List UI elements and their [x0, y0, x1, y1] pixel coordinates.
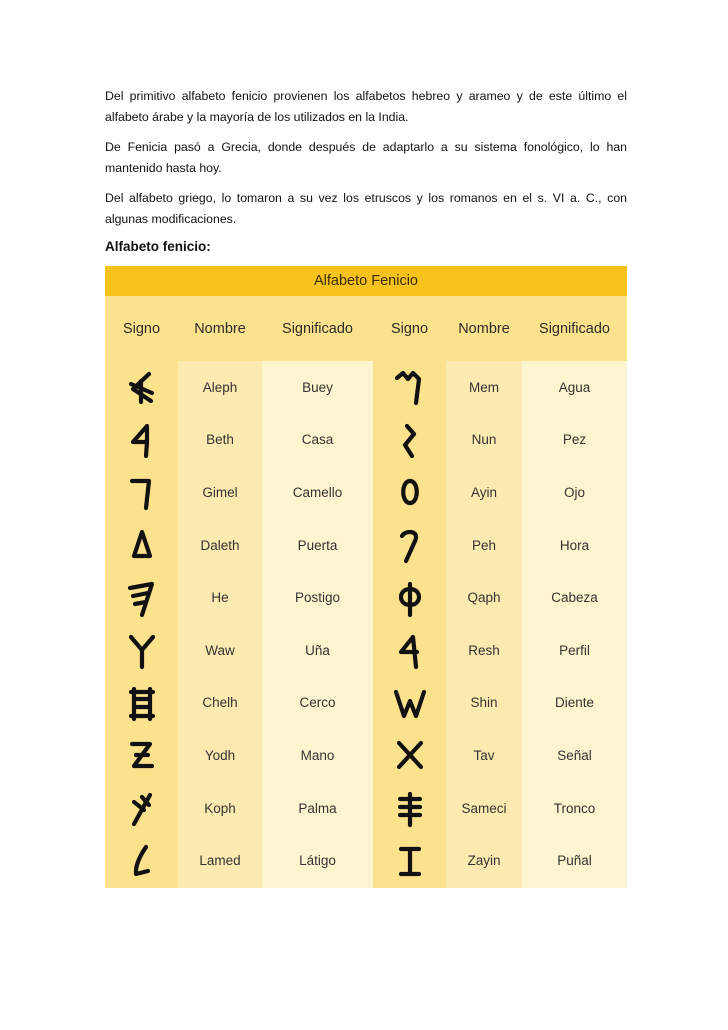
letter-meaning: Palma [298, 800, 337, 816]
letter-meaning: Uña [305, 642, 330, 658]
header-nombre: Nombre [446, 296, 522, 361]
letter-meaning: Látigo [299, 853, 336, 869]
letter-name: Zayin [467, 853, 501, 869]
letter-name: Qaph [467, 590, 501, 606]
letter-meaning: Perfil [559, 642, 590, 658]
column-significado-right [522, 296, 627, 888]
heth-sign-icon [105, 677, 178, 730]
he-sign-icon [105, 571, 178, 624]
samekh-sign-icon [373, 782, 446, 835]
letter-name: Mem [469, 379, 499, 395]
qoph-sign-icon [373, 571, 446, 624]
waw-sign-icon [105, 624, 178, 677]
letter-name: Resh [468, 642, 500, 658]
letter-meaning: Diente [554, 695, 595, 711]
letter-meaning: Pez [562, 432, 587, 448]
nun-sign-icon [373, 414, 446, 467]
phoenician-alphabet-table [105, 266, 627, 888]
letter-meaning: Ojo [563, 484, 585, 500]
letter-name: Beth [206, 432, 234, 448]
letter-meaning: Cerco [299, 695, 336, 711]
letter-name: He [211, 590, 229, 606]
header-nombre: Nombre [178, 296, 262, 361]
table-title: Alfabeto Fenicio [105, 266, 627, 296]
resh-sign-icon [373, 624, 446, 677]
beth-sign-icon [105, 414, 178, 467]
letter-meaning: Señal [557, 747, 592, 763]
letter-meaning: Mano [300, 747, 335, 763]
letter-meaning: Agua [558, 379, 591, 395]
zayin-sign-icon [105, 729, 178, 782]
letter-meaning: Puñal [557, 853, 592, 869]
section-title: Alfabeto fenicio: [105, 239, 211, 254]
letter-name: Sameci [461, 800, 507, 816]
shin-sign-icon [373, 677, 446, 730]
letter-meaning: Puerta [297, 537, 338, 553]
column-signo-right [373, 296, 446, 888]
aleph-sign-icon [105, 361, 178, 414]
header-signo: Signo [105, 296, 178, 361]
letter-meaning: Postigo [294, 590, 341, 606]
column-signo-left [105, 296, 178, 888]
lamed-sign-icon [105, 834, 178, 887]
column-nombre-right [446, 296, 522, 888]
document-page [105, 86, 627, 888]
paragraph-2: De Fenicia pasó a Grecia, donde después de adaptarlo a su sistema fonológico, lo han mantenido hasta hoy. [105, 140, 627, 175]
ayin-sign-icon [373, 466, 446, 519]
paragraph-3: Del alfabeto griego, lo tomaron a su vez los etruscos y los romanos en el s. VI a. C., con algunas modificaciones. [105, 191, 627, 226]
letter-name: Peh [471, 537, 497, 553]
pe-sign-icon [373, 519, 446, 572]
letter-name: Aleph [202, 379, 238, 395]
letter-name: Ayin [470, 484, 498, 500]
letter-name: Waw [205, 642, 235, 658]
letter-meaning: Hora [559, 537, 590, 553]
letter-meaning: Camello [292, 484, 343, 500]
letter-name: Gimel [202, 484, 238, 500]
mem-sign-icon [373, 361, 446, 414]
letter-name: Daleth [200, 537, 240, 553]
letter-meaning: Tronco [553, 800, 596, 816]
letter-name: Nun [471, 432, 497, 448]
zayin-i-sign-icon [373, 834, 446, 887]
taw-sign-icon [373, 729, 446, 782]
letter-meaning: Casa [301, 432, 334, 448]
header-significado: Significado [522, 296, 627, 361]
letter-name: Tav [473, 747, 495, 763]
letter-name: Shin [470, 695, 498, 711]
header-significado: Significado [262, 296, 373, 361]
gimel-sign-icon [105, 466, 178, 519]
header-signo: Signo [373, 296, 446, 361]
column-significado-left [262, 296, 373, 888]
letter-name: Lamed [199, 853, 241, 869]
letter-name: Koph [204, 800, 236, 816]
letter-name: Yodh [204, 747, 236, 763]
letter-meaning: Cabeza [551, 590, 598, 606]
daleth-sign-icon [105, 519, 178, 572]
column-nombre-left [178, 296, 262, 888]
letter-meaning: Buey [302, 379, 333, 395]
letter-name: Chelh [202, 695, 238, 711]
kaph-sign-icon [105, 782, 178, 835]
paragraph-1: Del primitivo alfabeto fenicio provienen los alfabetos hebreo y arameo y de este último el alfabeto árabe y la mayoría de los utilizados en la India. [105, 89, 627, 124]
